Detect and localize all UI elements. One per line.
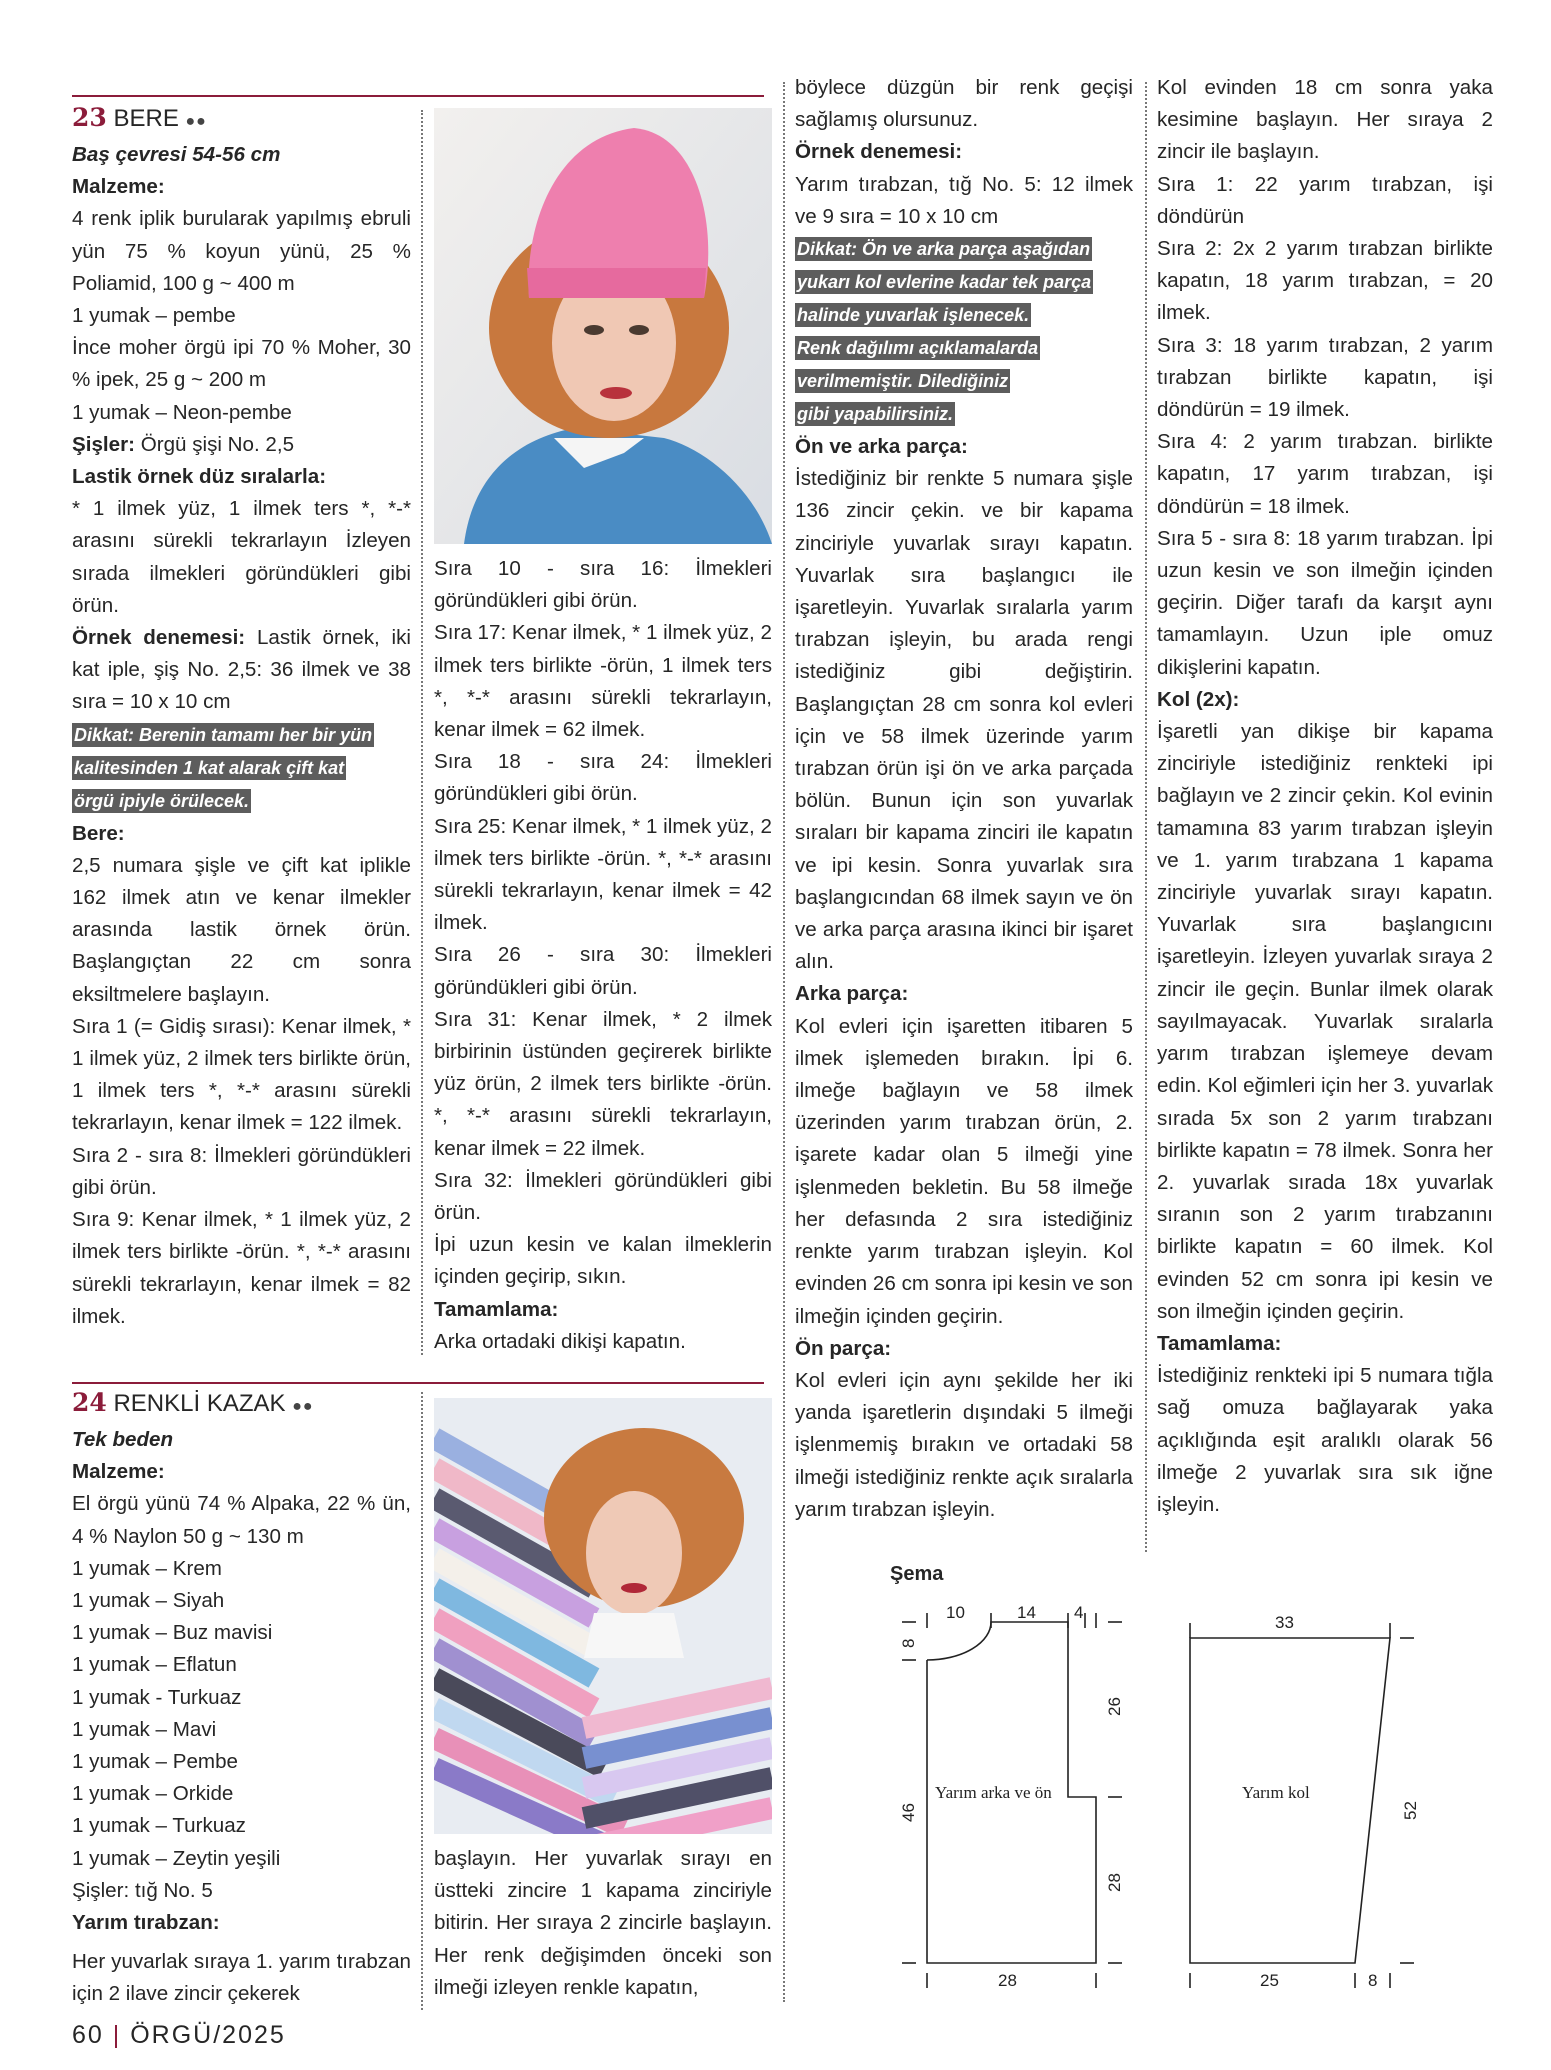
gauge-label: Örnek denemesi:: [72, 626, 246, 650]
body-text: 2,5 numara şişle ve çift kat iplikle 162 ilmek atın ve kenar ilmekler arasında lastik örnek örün. Başlangıçtan 22 cm sonra eksiltmelere başlayın.: [72, 853, 411, 1006]
back-text: Kol evleri için işaretten itibaren 5 ilmek işlemeden bırakın. İpi 6. ilmeğe bağlayın ve 58 ilmek üzerinden yarım tırabzan örün, 2. işarete kadar olan 5 ilmeği yine işlenmeden bekletin. Bu 58 ilmeğe her defasında 2 sıra istediğiniz renkte yarım tırabzan işleyin. Kol evinden 26 cm sonra ipi kesin ve son ilmeğin içinden geçirin.: [795, 1014, 1133, 1328]
color-item: 1 yumak – Mavi: [72, 1717, 217, 1741]
end-text: İpi uzun kesin ve kalan ilmeklerin içinden geçirip, sıkın.: [434, 1233, 772, 1289]
color-item: 1 yumak – Krem: [72, 1556, 222, 1580]
pattern-title: RENKLİ KAZAK: [113, 1390, 286, 1417]
front-text-end: Kol evinden 18 cm sonra yaka kesimine başlayın. Her sıraya 2 zincir ile başlayın.: [1157, 76, 1493, 164]
materials-heading: Malzeme:: [72, 1460, 165, 1484]
gauge-text: Yarım tırabzan, tığ No. 5: 12 ilmek ve 9 sıra = 10 x 10 cm: [795, 172, 1133, 228]
kazak-column-3: [795, 72, 1133, 1526]
bere-column: [72, 101, 411, 1333]
row-instruction: Sıra 2: 2x 2 yarım tırabzan birlikte kapatın, 18 yarım tırabzan, = 20 ilmek.: [1157, 237, 1493, 325]
magazine-name: ÖRGÜ/2025: [130, 2021, 286, 2049]
sleeve-heading: Kol (2x):: [1157, 687, 1240, 711]
kazak-heading: [72, 1386, 411, 1424]
row-instruction: Sıra 9: Kenar ilmek, * 1 ilmek yüz, 2 ilmek ters birlikte -örün. *, *-* arasını sürekli tekrarlayın, kenar ilmek = 82 ilmek.: [72, 1208, 411, 1328]
color-item: 1 yumak – Pembe: [72, 1750, 238, 1774]
note-line: Dikkat: Ön ve arka parça aşağıdan: [797, 239, 1091, 260]
finish-heading: Tamamlama:: [1157, 1331, 1282, 1355]
needles-label: Şişler:: [72, 432, 135, 456]
note-line: örgü ipiyle örülecek.: [74, 790, 250, 811]
row-instruction: Sıra 1 (= Gidiş sırası): Kenar ilmek, * 1 ilmek yüz, 2 ilmek ters birlikte örün, 1 ilmek ters *, *-* arasını sürekli tekrarlayın, kenar ilmek = 122 ilmek.: [72, 1014, 411, 1135]
note-line: Dikkat: Berenin tamamı her bir yün: [74, 724, 373, 745]
finish-text: İstediğiniz renkteki ipi 5 numara tığla sağ omuza bağlayarak yaka açıklığında eşit aralıklı olarak 56 ilmeğe 2 yuvarlak sıra sık iğne işleyin.: [1157, 1364, 1493, 1516]
color-item: 1 yumak – Turkuaz: [72, 1814, 246, 1838]
note-line: Renk dağılımı açıklamalarda: [797, 338, 1039, 359]
note-line: verilmemiştir. Dilediğiniz: [797, 371, 1009, 392]
row-instruction: Sıra 26 - sıra 30: İlmekleri göründükleri gibi örün.: [434, 943, 772, 999]
row-instruction: Sıra 32: İlmekleri göründükleri gibi örün.: [434, 1168, 772, 1225]
dim-8: 8: [899, 1638, 918, 1648]
pattern-title: BERE: [113, 105, 179, 132]
page-footer: [72, 2021, 286, 2050]
color-item: 1 yumak – Orkide: [72, 1782, 234, 1806]
bere-heading: [72, 101, 411, 139]
note-box: [72, 719, 411, 818]
section-rule-23: [72, 95, 764, 97]
material-line: 4 renk iplik burularak yapılmış ebruli yün 75 % koyun yünü, 25 % Poliamid, 100 g ~ 400 m: [72, 207, 411, 295]
note-line: gibi yapabilirsiniz.: [797, 404, 954, 425]
size: Baş çevresi 54-56 cm: [72, 143, 281, 166]
dim-28-vertical: 28: [1105, 1873, 1124, 1892]
color-item: 1 yumak – Siyah: [72, 1589, 225, 1613]
note-line: halinde yuvarlak işlenecek.: [797, 305, 1030, 326]
note-box: [795, 233, 1133, 431]
row-instruction: Sıra 25: Kenar ilmek, * 1 ilmek yüz, 2 ilmek ters birlikte -örün. *, *-* arasını sürekli tekrarlayın, kenar ilmek = 42 ilmek.: [434, 814, 772, 935]
needles-line: [72, 429, 411, 461]
dim-8-bottom: 8: [1368, 1971, 1378, 1990]
column-divider: [421, 110, 423, 1355]
dim-10: 10: [946, 1603, 965, 1622]
row-instruction: Sıra 17: Kenar ilmek, * 1 ilmek yüz, 2 ilmek ters birlikte -örün, 1 ilmek ters *, *-* arasını sürekli tekrarlayın, kenar ilmek = 62 ilmek.: [434, 621, 772, 742]
material-line: El örgü yünü 74 % Alpaka, 22 % ün, 4 % Naylon 50 g ~ 130 m: [72, 1492, 411, 1548]
sleeve-text: İşaretli yan dikişe bir kapama zinciriyle istediğiniz renkteki ipi bağlayın ve 2 zincir çekin. Kol evinin tamamına 83 yarım tırabzan işleyin ve 1. yarım tırabzana 1 kapama zinciriyle yuvarlak sırayı kapatın. Yuvarlak sıra başlangıcını işaretleyin. İzleyen yuvarlak sıraya 2 zincir ile geçin. Bunlar ilmek olarak sayılmayacak. Yuvarlak sıralarla yarım tırabzan işlemeye devam edin. Kol eğimleri için her 3. yuvarlak sırada 5x son 2 yarım tırabzanı birlikte kapatın = 78 ilmek. Sonra her 2. yuvarlak sırada 18x yuvarlak sıranın son 2 yarım tırabzanını birlikte kapatın = 60 ilmek. Kol evinden 52 cm sonra ipi kesin ve son ilmeğin içinden geçirin.: [1157, 720, 1493, 1323]
dim-14: 14: [1017, 1603, 1036, 1622]
size: Tek beden: [72, 1428, 174, 1451]
row-instruction: Sıra 18 - sıra 24: İlmekleri göründükleri gibi örün.: [434, 750, 772, 806]
finish-heading: Tamamlama:: [434, 1297, 559, 1321]
finish-text: Arka ortadaki dikişi kapatın.: [434, 1329, 686, 1353]
materials-heading: Malzeme:: [72, 175, 165, 199]
color-item: 1 yumak – Buz mavisi: [72, 1621, 273, 1645]
dim-4: 4: [1074, 1603, 1084, 1622]
pattern-number: 24: [72, 1388, 107, 1417]
gauge-value: Lastik örnek, iki kat iple, şiş No. 2,5: 36 ilmek ve 38 sıra = 10 x 10 cm: [72, 626, 411, 714]
row-instruction: Sıra 1: 22 yarım tırabzan, işi döndürün: [1157, 172, 1493, 228]
schema-diagram: [880, 1590, 1440, 2010]
back-heading: Arka parça:: [795, 982, 909, 1006]
sleeve-piece-label: Yarım kol: [1242, 1783, 1310, 1802]
hdc-text-start: Her yuvarlak sıraya 1. yarım tırabzan için 2 ilave zincir çekerek: [72, 1950, 411, 2006]
dim-33: 33: [1275, 1613, 1294, 1632]
row-instruction: Sıra 5 - sıra 8: 18 yarım tırabzan. İpi uzun kesin ve son ilmeğin içinden geçirin. Diğer tarafı da karşıt aynı tamamlayın. Uzun iple omuz dikişlerini kapatın.: [1157, 526, 1493, 679]
hdc-continuation: [434, 1843, 772, 2004]
row-instruction: Sıra 10 - sıra 16: İlmekleri göründükleri gibi örün.: [434, 557, 772, 613]
page-number: 60: [72, 2021, 104, 2049]
column-divider: [421, 1392, 423, 2010]
sweater-photo: [434, 1398, 772, 1834]
dim-26: 26: [1105, 1697, 1124, 1716]
color-item: 1 yumak – Zeytin yeşili: [72, 1846, 281, 1870]
schema-title: Şema: [890, 1563, 944, 1585]
dim-46: 46: [899, 1803, 918, 1822]
hdc-heading: Yarım tırabzan:: [72, 1911, 220, 1935]
gauge-heading: Örnek denemesi:: [795, 140, 963, 164]
hdc-column: [72, 1946, 411, 2010]
front-text-start: Kol evleri için aynı şekilde her iki yanda işaretlerin dışındaki 5 ilmeği işlenmemiş bırakın ve ortadaki 58 ilmeği istediğiniz renkte açık sıralarla yarım tırabzan işleyin.: [795, 1368, 1133, 1521]
note-line: kalitesinden 1 kat alarak çift kat: [74, 757, 345, 778]
footer-separator: |: [112, 2021, 122, 2049]
note-line: yukarı kol evlerine kadar tek parça: [797, 272, 1092, 293]
hdc-text-cont: başlayın. Her yuvarlak sırayı en üstteki zincire 1 kapama zinciriyle bitirin. Her sıraya 2 zincirle başlayın. Her renk değişimden önceki son ilmeği izleyen renkle kapatın,: [434, 1847, 772, 1999]
front-heading: Ön parça:: [795, 1336, 892, 1360]
material-line: 1 yumak – Neon-pembe: [72, 400, 292, 424]
row-instruction: Sıra 2 - sıra 8: İlmekleri göründükleri gibi örün.: [72, 1143, 411, 1199]
row-instruction: Sıra 31: Kenar ilmek, * 2 ilmek birbirinin üstünden geçirerek birlikte yüz örün, 2 ilmek ters birlikte -örün. *, *-* arasını sürekli tekrarlayın, kenar ilmek = 22 ilmek.: [434, 1007, 772, 1160]
needles-line: Şişler: tığ No. 5: [72, 1878, 213, 1902]
material-line: 1 yumak – pembe: [72, 304, 236, 328]
gauge-line: [72, 622, 411, 719]
column-divider: [783, 82, 785, 2002]
row-instruction: Sıra 3: 18 yarım tırabzan, 2 yarım tırabzan birlikte kapatın, işi döndürün = 19 ilmek.: [1157, 333, 1493, 422]
hdc-text-end: böylece düzgün bir renk geçişi sağlamış olursunuz.: [795, 76, 1133, 132]
dim-52: 52: [1401, 1801, 1420, 1820]
dim-25: 25: [1260, 1971, 1279, 1990]
bere-continuation: [434, 553, 772, 1358]
rib-heading: Lastik örnek düz sıralarla:: [72, 465, 327, 489]
dim-28: 28: [998, 1971, 1017, 1990]
section-rule-24: [72, 1382, 764, 1384]
body-piece-label: Yarım arka ve ön: [935, 1783, 1052, 1802]
pattern-number: 23: [72, 103, 107, 132]
hat-photo: [434, 108, 772, 544]
difficulty-dots: ●●: [292, 1398, 314, 1415]
rib-text: * 1 ilmek yüz, 1 ilmek ters *, *-* arasını sürekli tekrarlayın İzleyen sırada ilmekleri göründükleri gibi örün.: [72, 497, 411, 617]
column-divider: [1145, 82, 1147, 1552]
front-back-heading: Ön ve arka parça:: [795, 435, 968, 459]
front-back-text: İstediğiniz bir renkte 5 numara şişle 136 zincir çekin. ve bir kapama zinciriyle yuvarlak sırayı kapatın. Yuvarlak sıra başlangıcı ile işaretleyin. Yuvarlak sıralarla yarım tırabzan işleyin, bu arada rengi istediğiniz gibi değiştirin. Başlangıçtan 28 cm sonra kol evleri için ve 58 ilmek üzerinde yarım tırabzan örün işi ön ve arka parçada bölün. Bunun için son yuvarlak sıraları bir kapama zinciri ile kapatın ve ipi kesin. Sonra yuvarlak sıra başlangıcından 68 ilmek sayın ve ön ve arka parça arasına ikinci bir işaret alın.: [795, 467, 1133, 974]
row-instruction: Sıra 4: 2 yarım tırabzan. birlikte kapatın, 17 yarım tırabzan, işi döndürün = 18 ilmek.: [1157, 430, 1493, 518]
kazak-column-4: [1157, 72, 1493, 1521]
difficulty-dots: ●●: [185, 113, 207, 130]
color-item: 1 yumak - Turkuaz: [72, 1685, 242, 1709]
body-heading: Bere:: [72, 821, 125, 845]
material-line: İnce moher örgü ipi 70 % Moher, 30 % ipek, 25 g ~ 200 m: [72, 336, 411, 392]
color-item: 1 yumak – Eflatun: [72, 1653, 237, 1677]
needles-value: Örgü şişi No. 2,5: [134, 432, 295, 456]
kazak-column: [72, 1386, 411, 1939]
